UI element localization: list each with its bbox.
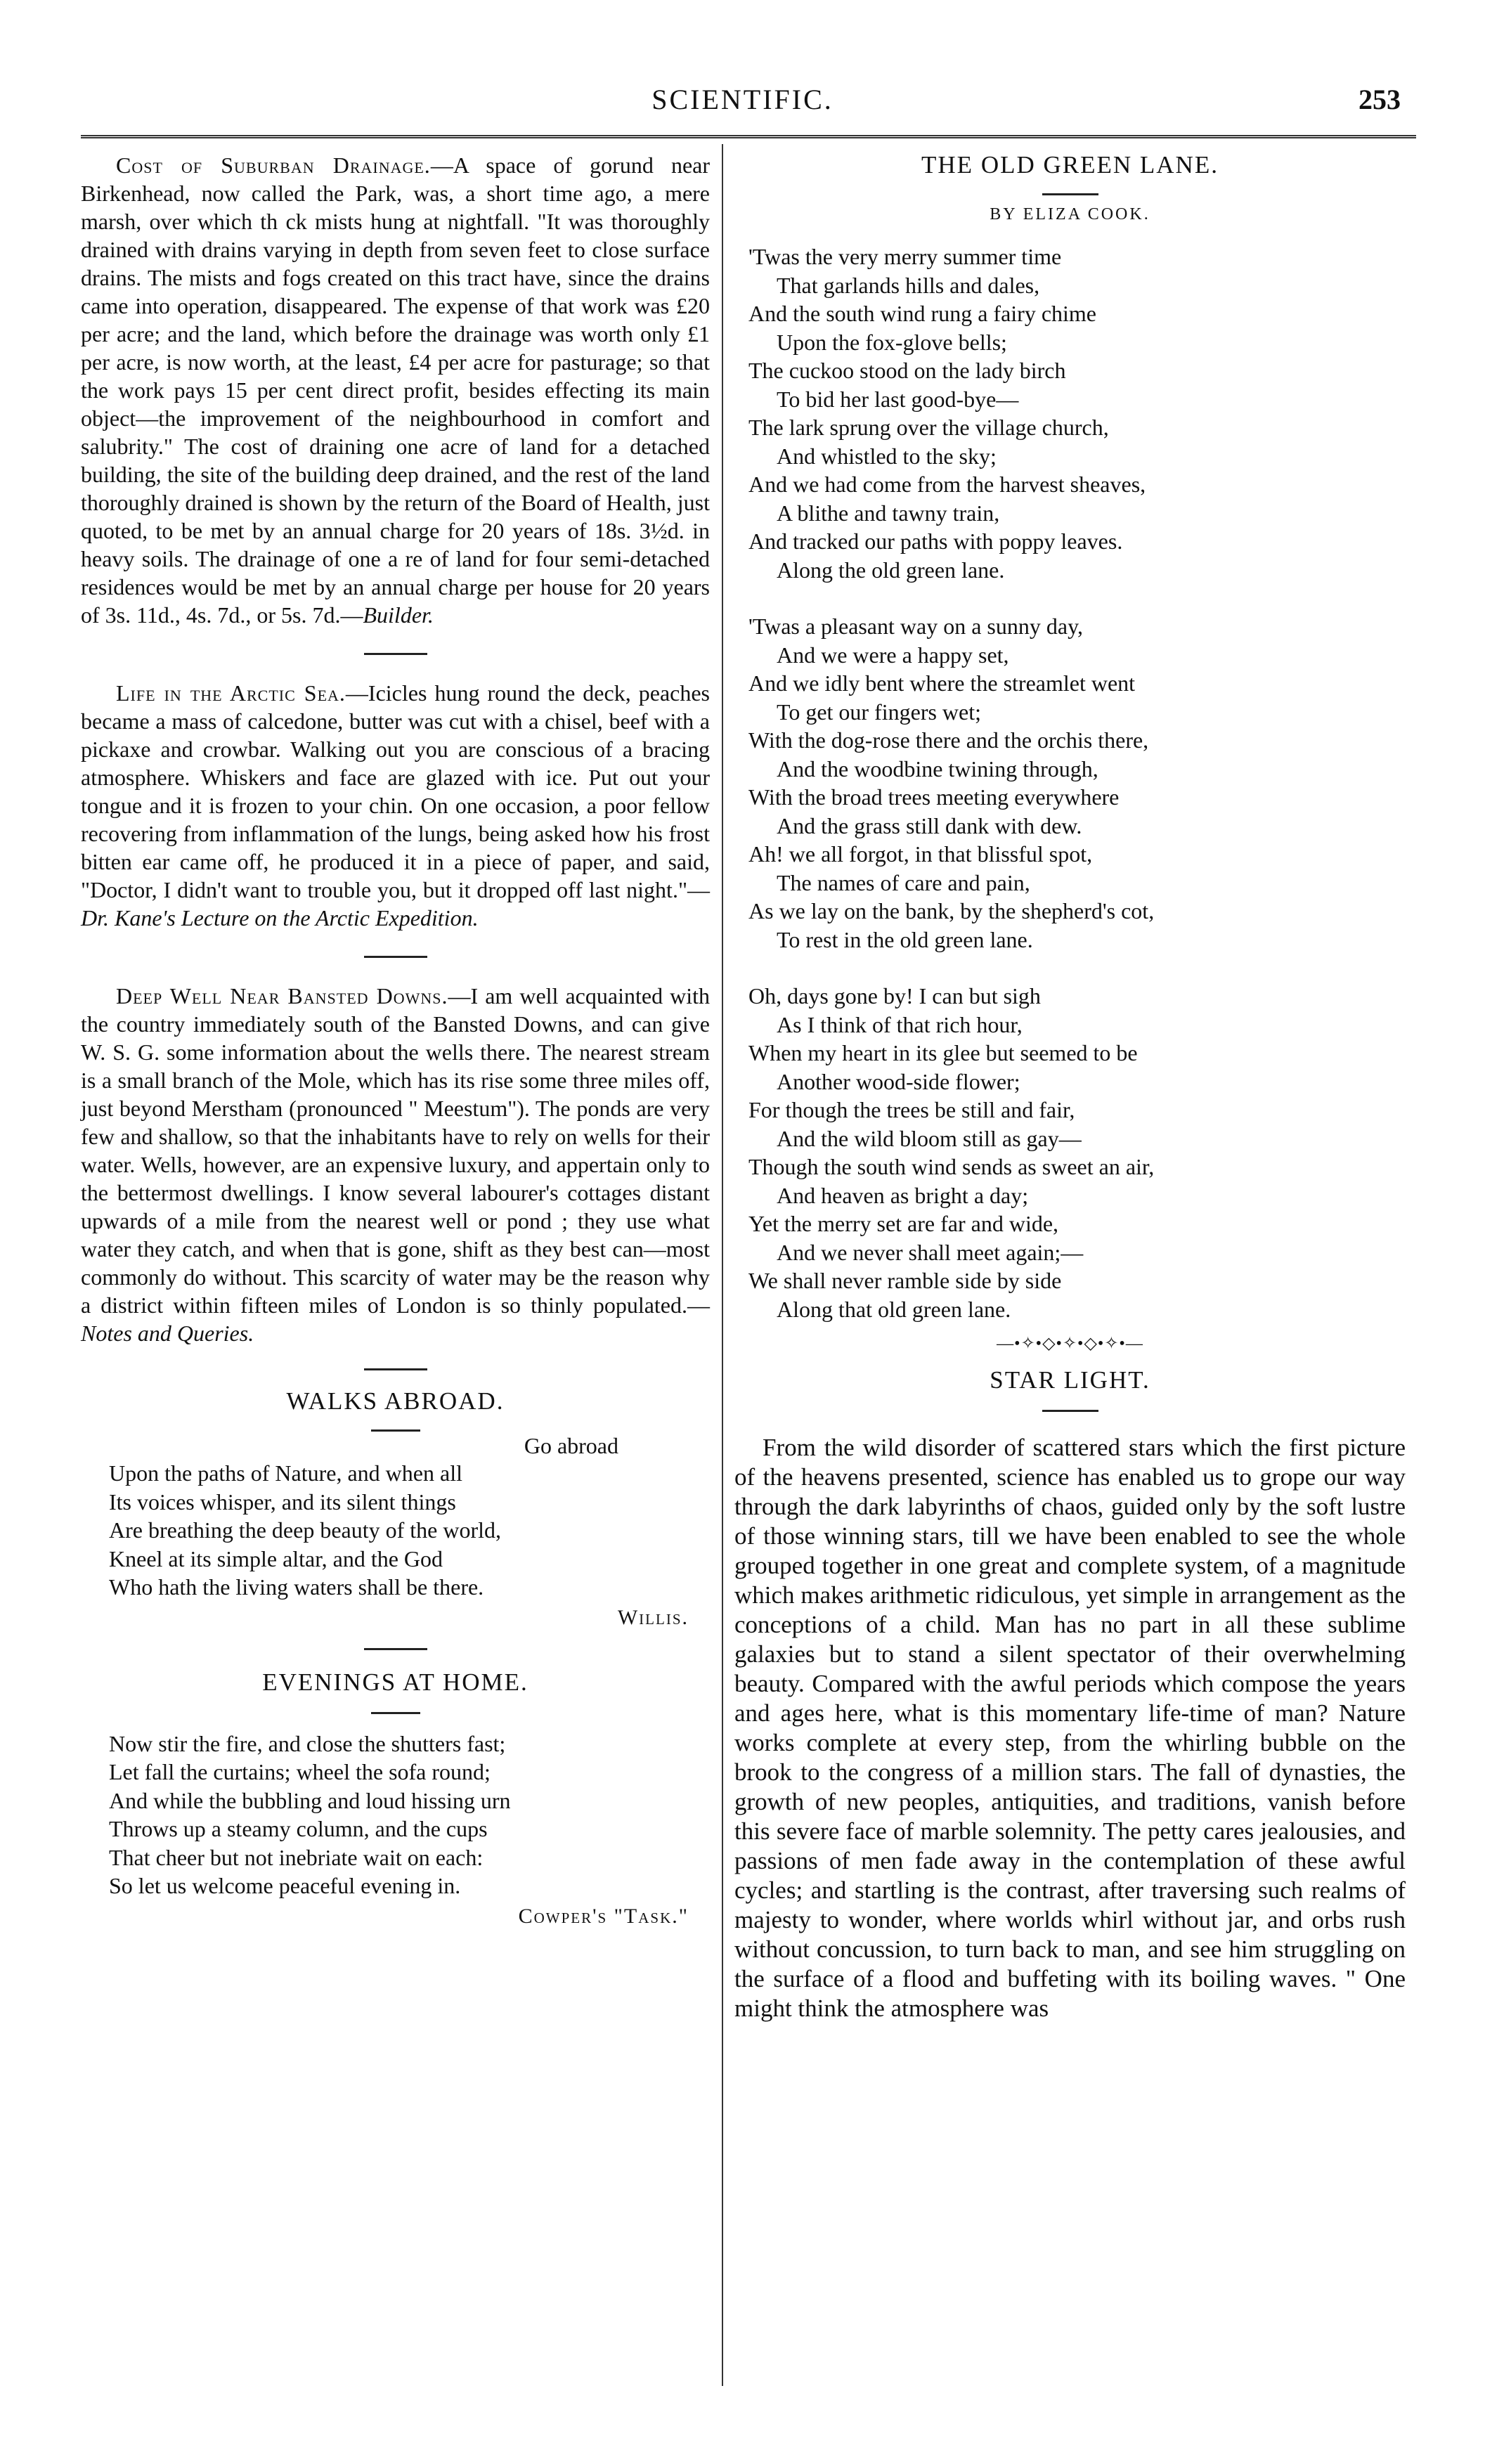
poem-title-evenings-at-home: EVENINGS AT HOME. — [262, 1668, 528, 1696]
article-title-star-light: STAR LIGHT. — [990, 1366, 1150, 1394]
poem-line: Along that old green lane. — [777, 1296, 1011, 1322]
section-rule — [364, 1648, 427, 1650]
poem-line: As we lay on the bank, by the shepherd's cot, — [748, 898, 1155, 923]
page-header — [0, 83, 1485, 132]
poem-line: Its voices whisper, and its silent things — [109, 1489, 456, 1515]
article-body: —Icicles hung round the deck, peaches became a mass of calcedone, butter was cut with a chisel, beef with a pickaxe and crowbar. Walking out you are conscious of a bracing atmosphere. Whiskers and face are glazed with ice. Put out your tongue and it is frozen to your chin. On one occasion, a poor fellow recovering from inflammation of the lungs, being asked how his frost bitten ear came off, he produced it in a piece of paper, and said, "Doctor, I didn't want to trouble you, but it dropped off last night."— — [81, 680, 711, 902]
poem-line: Are breathing the deep beauty of the world, — [109, 1517, 502, 1543]
article-head: Deep Well Near Bansted Downs. — [116, 983, 448, 1009]
column-divider — [722, 144, 723, 2386]
poem-stanza — [748, 612, 1406, 954]
poem-line: And we idly bent where the streamlet went — [748, 670, 1136, 696]
poem-line: Another wood-side flower; — [777, 1068, 1020, 1094]
poem-line: And the wild bloom still as gay— — [777, 1125, 1082, 1151]
page-number: 253 — [1358, 84, 1401, 115]
poem-line: And while the bubbling and loud hissing urn — [109, 1787, 511, 1813]
poem-line: As I think of that rich hour, — [777, 1011, 1023, 1037]
poem-line: And tracked our paths with poppy leaves. — [748, 529, 1123, 554]
poem-line: To bid her last good-bye— — [777, 386, 1019, 412]
poem-epigraph: Go abroad — [524, 1433, 618, 1458]
poem-line: When my heart in its glee but seemed to be — [748, 1040, 1138, 1065]
poem-line: 'Twas a pleasant way on a sunny day, — [748, 614, 1083, 639]
poem-line: To get our fingers wet; — [777, 699, 982, 725]
title-rule — [1042, 193, 1098, 195]
poem-line: With the broad trees meeting everywhere — [748, 784, 1120, 810]
poem-line: Upon the paths of Nature, and when all — [109, 1460, 462, 1486]
article-source: Dr. Kane's Lecture on the Arctic Expedition. — [81, 905, 479, 931]
article-star-light: From the wild disorder of scattered stars which the first picture of the heavens presented, science has enabled us to grope our way through the dark labyrinths of chaos, guided only by the soft lustre of those winning stars, till we have been enabled to see the whole grouped together in one great and complete system, of a magnitude which makes arithmetic ridiculous, yet simple in arrangement as the conceptions of a child. Man has no part in all these sublime galaxies but to stand a silent spectator of their overwhelming beauty. Compared with the awful periods which compose the years and ages here, what is this momentary life-time of man? Nature works complete at every step, from the whirling bubble on the brook to the congress of a million stars. The fall of dynasties, the growth of new peoples, antiquities, and traditions, vanish before this severe face of marble solemnity. The petty cares jealousies, and passions of men fade away in the contemplation of these awful cycles; and startling is the contrast, after traversing such realms of majesty to wonder, where worlds whirl without jar, and orbs rush without concussion, to turn back to man, and see him struggling on the surface of a flood and buffeting with its boiling waves. " One might think the atmosphere was — [734, 1434, 1406, 2022]
poem-line: Now stir the fire, and close the shutters fast; — [109, 1730, 506, 1756]
poem-attribution: Cowper's "Task." — [518, 1904, 689, 1928]
poem-line: To rest in the old green lane. — [777, 926, 1033, 952]
right-column — [734, 151, 1406, 2023]
article-source: Notes and Queries. — [81, 1321, 254, 1346]
article-head: Life in the Arctic Sea. — [116, 680, 346, 706]
article-source: Builder. — [363, 602, 434, 628]
poem-line: Yet the merry set are far and wide, — [748, 1211, 1059, 1236]
poem-attribution: Willis. — [617, 1605, 689, 1629]
section-rule — [364, 1368, 427, 1370]
poem-title-old-green-lane: THE OLD GREEN LANE. — [921, 151, 1219, 179]
section-rule — [364, 653, 427, 655]
article-arctic-sea — [81, 679, 710, 932]
poem-line: And the south wind rung a fairy chime — [748, 301, 1096, 326]
poem-line: And whistled to the sky; — [777, 443, 997, 469]
poem-line: Kneel at its simple altar, and the God — [109, 1545, 443, 1571]
poem-line: The cuckoo stood on the lady birch — [748, 358, 1066, 383]
poem-line: And heaven as bright a day; — [777, 1182, 1029, 1208]
poem-line: Throws up a steamy column, and the cups — [109, 1816, 488, 1841]
poem-byline: BY ELIZA COOK. — [990, 205, 1150, 223]
poem-line: 'Twas the very merry summer time — [748, 244, 1062, 269]
poem-stanza — [748, 242, 1406, 584]
title-rule — [371, 1429, 420, 1432]
poem-line: Oh, days gone by! I can but sigh — [748, 983, 1041, 1009]
poem-line: And the grass still dank with dew. — [777, 812, 1082, 838]
poem-line: So let us welcome peaceful evening in. — [109, 1873, 461, 1898]
poem-line: Upon the fox-glove bells; — [777, 329, 1007, 355]
poem-walks-abroad — [109, 1459, 710, 1602]
article-body: —A space of gorund near Birkenhead, now called the Park, was, a short time ago, a mere marsh, over which th ck mists hung at nightfall. "It was thoroughly drained with drains varying in depth from seven feet to close surface drains. The mists and fogs created on this tract have, since the drains came into operation, disappeared. The expense of that work was £20 per acre; and the land, which before the drainage was worth only £1 per acre, is now worth, at the least, £4 per acre for pasturage; so that the work pays 15 per cent direct profit, besides effecting its main object—the improvement of the neighbourhood in comfort and salubrity." The cost of draining one acre of land for a detached building, the site of the building deep drained, and the rest of the land thoroughly drained is shown by the return of the Board of Health, just quoted, to be met by an annual charge for 20 years of 18s. 3½d. in heavy soils. The drainage of one a re of land for four semi-detached residences would be met by an annual charge per house for 20 years of 3s. 11d., 4s. 7d., or 5s. 7d.— — [81, 153, 711, 628]
poem-line: The names of care and pain, — [777, 869, 1030, 895]
poem-line: For though the trees be still and fair, — [748, 1097, 1075, 1122]
poem-evenings-at-home — [109, 1730, 710, 1900]
poem-line: Along the old green lane. — [777, 557, 1005, 583]
article-body: —I am well acquainted with the country immediately south of the Bansted Downs, and can give W. S. G. some information about the wells there. The nearest stream is a small branch of the Mole, which has its rise some three miles off, just beyond Merstham (pronounced " Meestum"). The ponds are very few and shallow, so that the inhabitants have to rely on wells for their water. Wells, however, are an expensive luxury, and appertain only to the bettermost dwellings. I know several labourer's cottages distant upwards of a mile from the nearest well or pond ; they use what water they catch, and when that is gone, shift as they best can—most commonly do without. This scarcity of water may be the reason why a district within fifteen miles of London is so thinly populated.— — [81, 983, 711, 1318]
poem-title-walks-abroad: WALKS ABROAD. — [286, 1387, 505, 1415]
poem-line: Ah! we all forgot, in that blissful spot, — [748, 841, 1093, 867]
poem-line: That garlands hills and dales, — [777, 272, 1040, 298]
left-column — [81, 151, 710, 1928]
title-rule — [371, 1712, 420, 1714]
poem-line: A blithe and tawny train, — [777, 500, 1000, 526]
article-suburban-drainage — [81, 151, 710, 629]
poem-line: Let fall the curtains; wheel the sofa round; — [109, 1759, 491, 1784]
poem-line: And the woodbine twining through, — [777, 756, 1098, 782]
section-rule — [364, 956, 427, 958]
poem-line: And we were a happy set, — [777, 642, 1009, 668]
poem-line: Who hath the living waters shall be there. — [109, 1574, 484, 1600]
poem-line: And we had come from the harvest sheaves, — [748, 472, 1146, 497]
title-rule — [1042, 1410, 1098, 1412]
poem-line: The lark sprung over the village church, — [748, 415, 1109, 440]
article-head: Cost of Suburban Drainage. — [116, 153, 431, 178]
header-rule — [81, 135, 1416, 138]
poem-line: That cheer but not inebriate wait on each: — [109, 1844, 484, 1870]
poem-stanza — [748, 982, 1406, 1323]
ornamental-rule: —•✧•◇•✧•◇•✧•— — [997, 1335, 1143, 1353]
poem-line: With the dog-rose there and the orchis there, — [748, 727, 1149, 753]
poem-line: And we never shall meet again;— — [777, 1239, 1084, 1265]
running-head: SCIENTIFIC. — [651, 84, 834, 115]
article-deep-well — [81, 982, 710, 1347]
poem-line: We shall never ramble side by side — [748, 1268, 1062, 1293]
poem-line: Though the south wind sends as sweet an air, — [748, 1154, 1155, 1179]
